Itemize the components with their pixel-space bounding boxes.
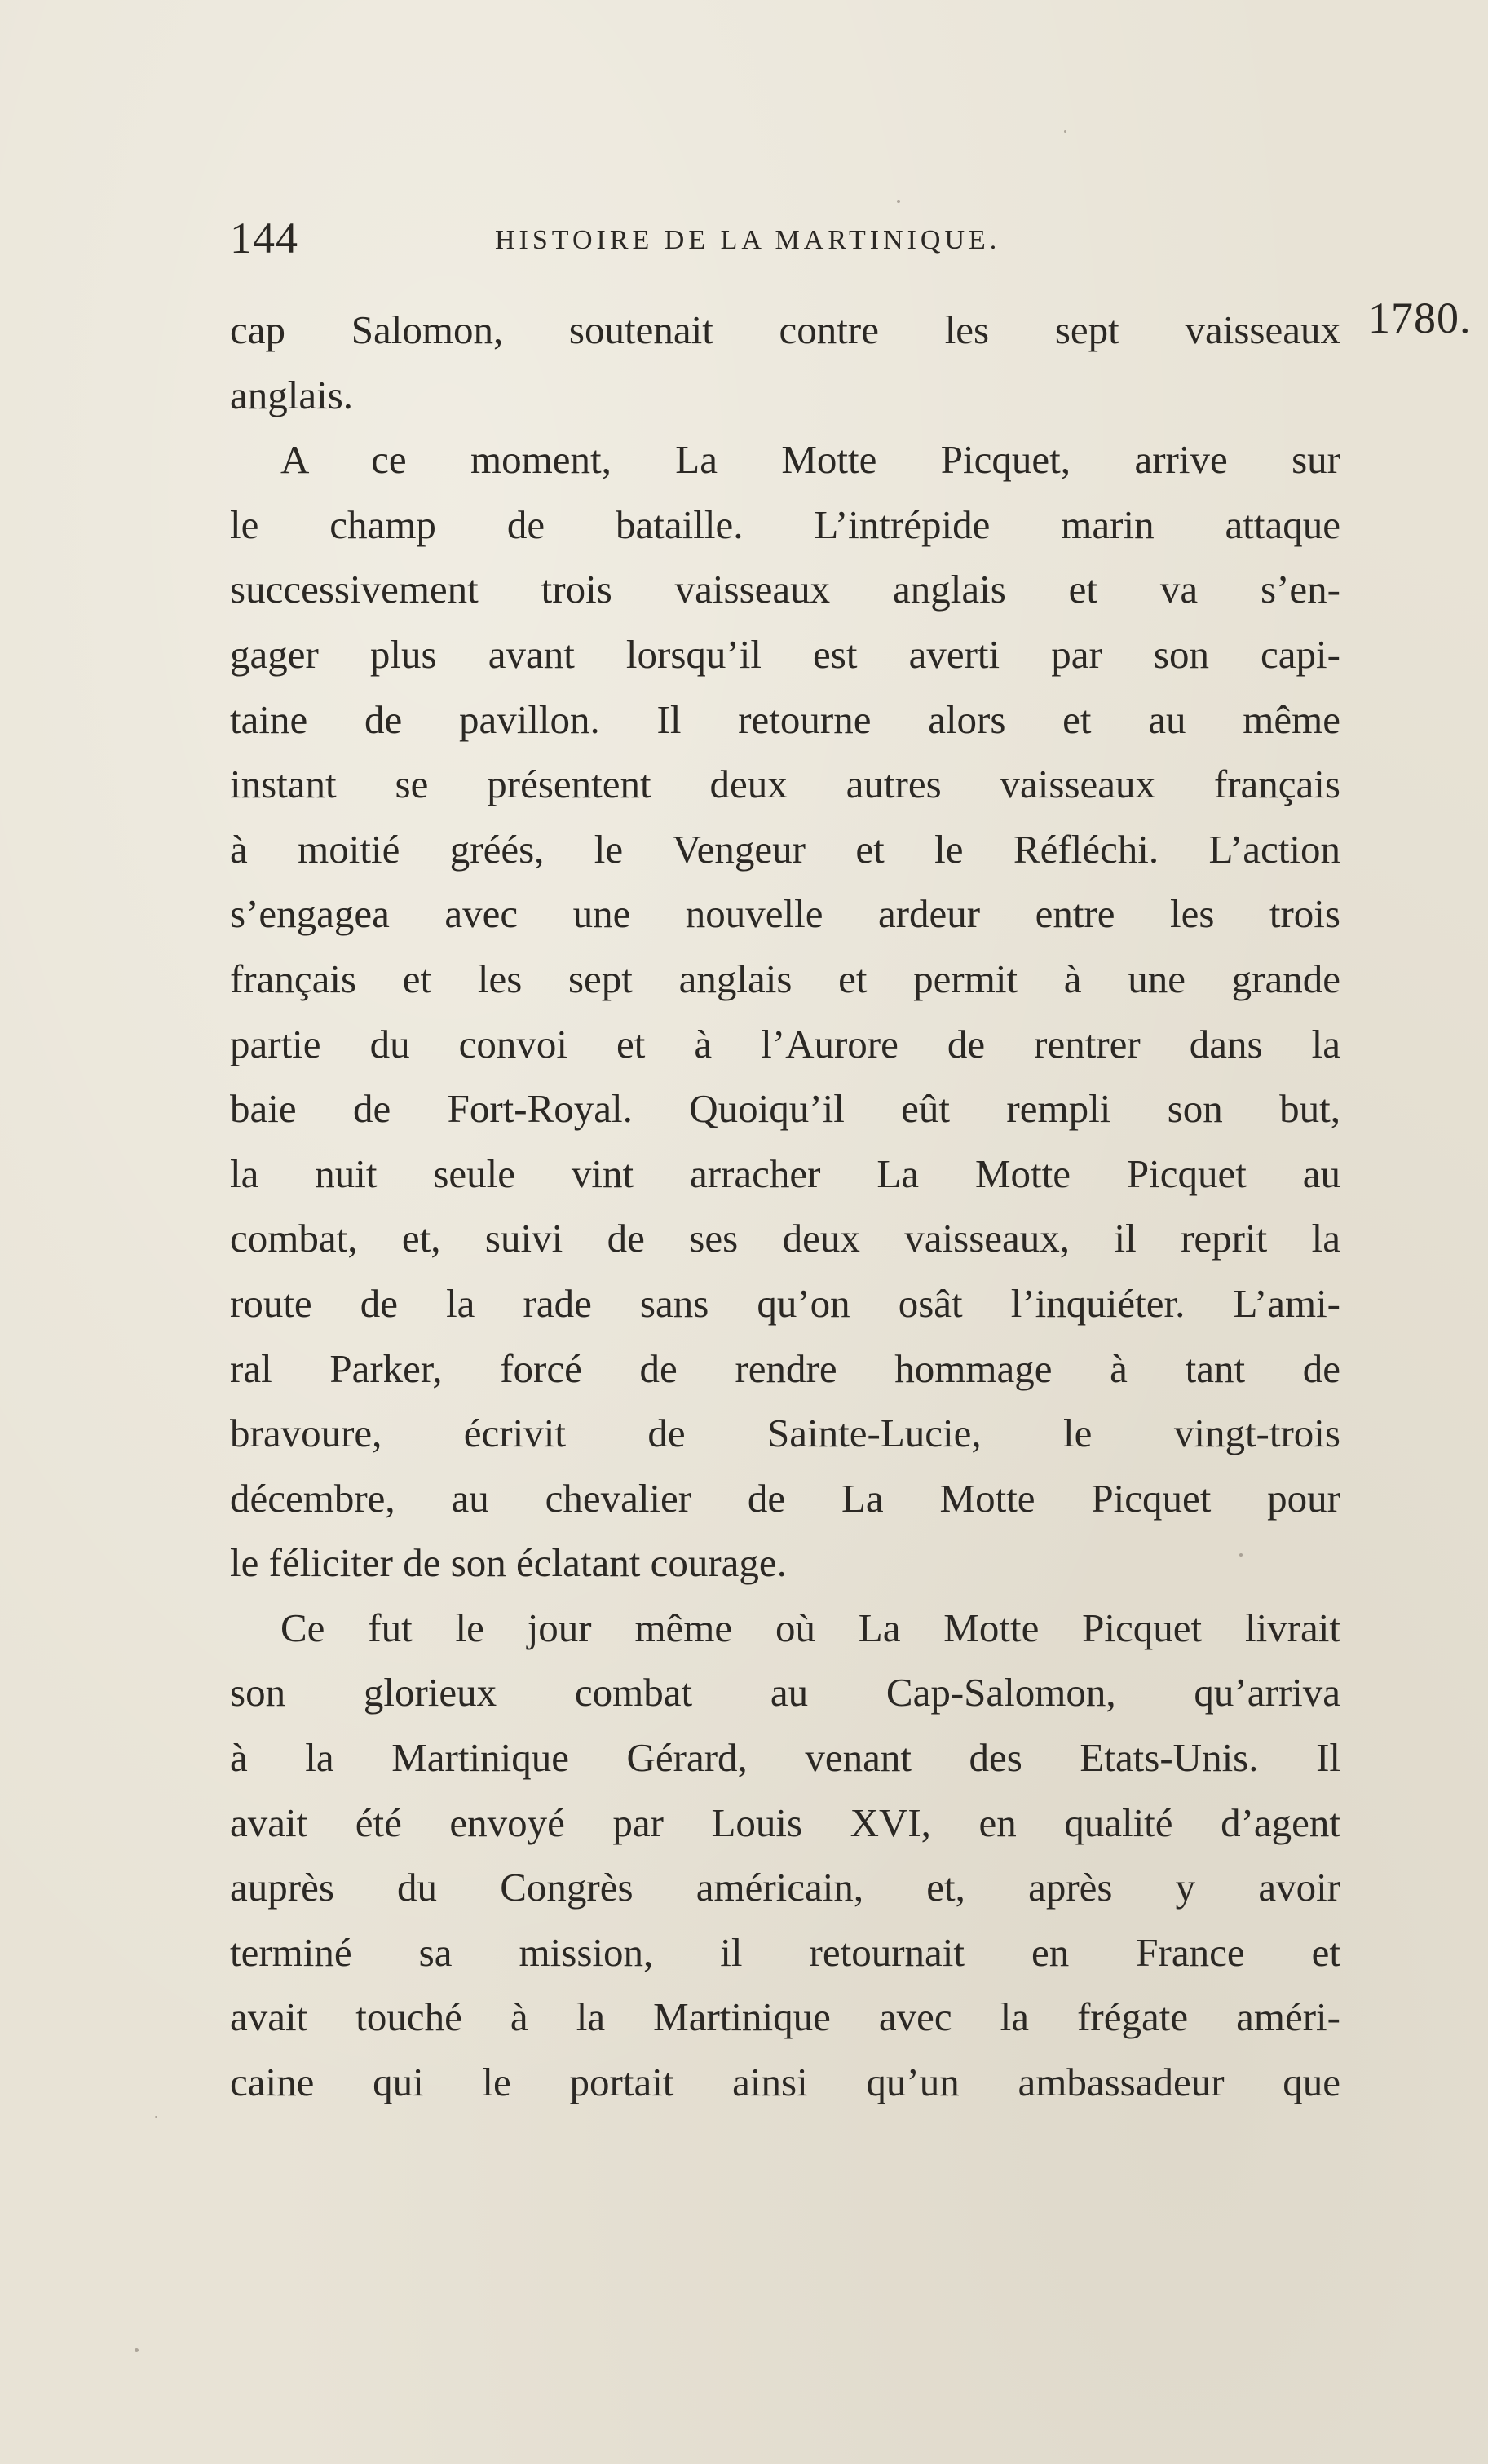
text-line: taine de pavillon. Il retourne alors et au même — [230, 696, 1340, 742]
text-line: instant se présentent deux autres vaisseaux français — [230, 762, 1340, 807]
text-line: s’engagea avec une nouvelle ardeur entre les trois — [230, 891, 1340, 937]
text-line: le féliciter de son éclatant courage. — [230, 1540, 787, 1586]
text-line: auprès du Congrès américain, et, après y avoir — [230, 1865, 1340, 1910]
text-line: successivement trois vaisseaux anglais et va s’en- — [230, 567, 1340, 612]
text-line: terminé sa mission, il retournait en France et — [230, 1929, 1340, 1975]
text-line: à la Martinique Gérard, venant des Etats-Unis. Il — [230, 1735, 1340, 1781]
paper-speck — [1064, 130, 1066, 133]
margin-year-note: 1780. — [1368, 294, 1472, 342]
text-line: décembre, au chevalier de La Motte Picquet pour — [230, 1475, 1340, 1521]
text-line: combat, et, suivi de ses deux vaisseaux, il reprit la — [230, 1216, 1340, 1261]
text-line: son glorieux combat au Cap-Salomon, qu’arriva — [230, 1670, 1340, 1716]
page-number: 144 — [230, 214, 298, 263]
text-line: partie du convoi et à l’Aurore de rentrer dans la — [230, 1021, 1340, 1066]
text-line: avait touché à la Martinique avec la frégate améri- — [230, 1994, 1340, 2040]
paper-speck — [897, 200, 900, 203]
paper-speck — [155, 2116, 157, 2118]
text-line: anglais. — [230, 372, 354, 417]
running-title: HISTOIRE DE LA MARTINIQUE. — [495, 225, 1001, 255]
text-line: ral Parker, forcé de rendre hommage à tant de — [230, 1345, 1340, 1391]
text-line: à moitié gréés, le Vengeur et le Réfléchi. L’action — [230, 826, 1340, 872]
paper-speck — [1239, 1553, 1243, 1557]
paper-speck — [135, 2348, 139, 2352]
text-line: la nuit seule vint arracher La Motte Picquet au — [230, 1150, 1340, 1196]
text-line: gager plus avant lorsqu’il est averti par son capi- — [230, 631, 1340, 677]
text-line: cap Salomon, soutenait contre les sept vaisseaux — [230, 307, 1340, 352]
text-line: français et les sept anglais et permit à une grande — [230, 956, 1340, 1001]
text-line: Ce fut le jour même où La Motte Picquet livrait — [280, 1605, 1340, 1650]
text-line: bravoure, écrivit de Sainte-Lucie, le vingt-trois — [230, 1411, 1340, 1456]
text-line: avait été envoyé par Louis XVI, en qualité d’agent — [230, 1799, 1340, 1845]
text-line: caine qui le portait ainsi qu’un ambassadeur que — [230, 2060, 1340, 2105]
text-line: A ce moment, La Motte Picquet, arrive sur — [280, 437, 1340, 483]
text-line: baie de Fort-Royal. Quoiqu’il eût rempli son but, — [230, 1086, 1340, 1132]
text-line: route de la rade sans qu’on osât l’inquiéter. L’ami- — [230, 1280, 1340, 1326]
text-line: le champ de bataille. L’intrépide marin attaque — [230, 501, 1340, 547]
body-text — [230, 298, 1340, 2115]
page-header — [230, 214, 1127, 263]
